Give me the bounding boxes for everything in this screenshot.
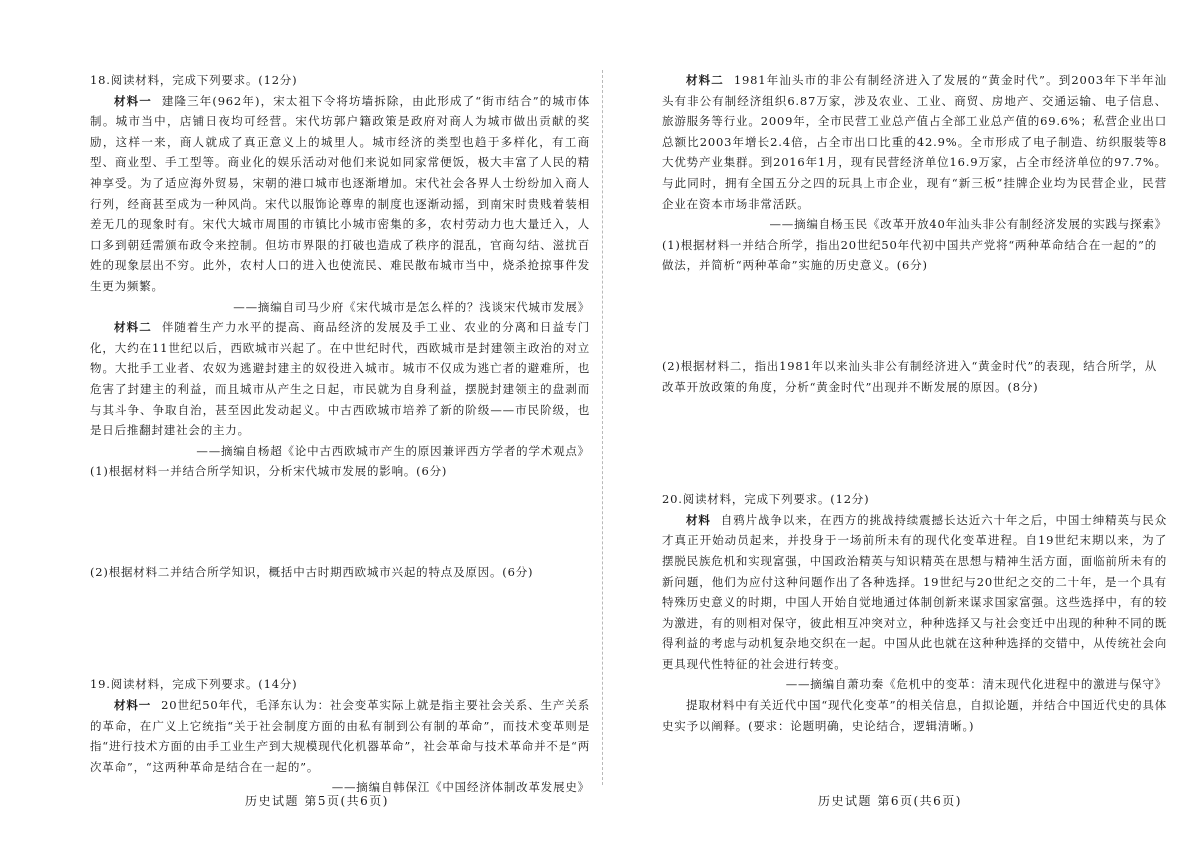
page-divider <box>602 70 603 785</box>
q19-material-2 <box>662 70 1167 214</box>
answer-space <box>662 276 1167 356</box>
q20-material-label: 材料 <box>686 512 711 527</box>
q19-material-1-source: ——摘编自韩保江《中国经济体制改革发展史》 <box>331 780 590 795</box>
right-page-column <box>662 70 1167 736</box>
q19-material-1 <box>90 695 590 777</box>
left-page-column <box>90 70 590 798</box>
question-19-title: 19.阅读材料，完成下列要求。(14分) <box>90 677 298 692</box>
question-18-title: 18.阅读材料，完成下列要求。(12分) <box>90 73 298 87</box>
q19-material-1-text: 20世纪50年代，毛泽东认为：社会变革实际上就是指主要社会关系、生产关系的革命，在广义上它统指“关于社会制度方面的由私有制到公有制的革命”，而技术变革则是指“进行技术方面的由手工业生产到大规模现代化机器革命”，社会革命与技术革命并不是“两次革命”，“这两种革命是结合在一起的”。 <box>90 698 590 774</box>
q18-material-2-label: 材料二 <box>114 320 152 335</box>
q19-subquestion-1: (1)根据材料一并结合所学，指出20世纪50年代初中国共产党将“两种革命结合在一起的”的做法，并简析“两种革命”实施的历史意义。(6分) <box>662 237 1158 273</box>
answer-space <box>662 397 1167 489</box>
q20-task: 提取材料中有关近代中国“现代化变革”的相关信息，自拟论题，并结合中国近代史的具体史实予以阐释。(要求：论题明确，史论结合，逻辑清晰。) <box>662 698 1167 733</box>
q18-subquestion-1: (1)根据材料一并结合所学知识，分析宋代城市发展的影响。(6分) <box>90 464 448 479</box>
q18-material-2-text: 伴随着生产力水平的提高、商品经济的发展及手工业、农业的分离和日益专门化，大约在11世纪以后，西欧城市兴起了。在中世纪时代，西欧城市是封建领主政治的对立物。大批手工业者、农奴为逃避封建主的奴役进入城市。城市不仅成为逃亡者的避难所，也危害了封建主的利益，而且城市从产生之日起，市民就为自身利益，摆脱封建领主的盘剥而与其斗争、争取自治，甚至因此发动起义。中古西欧城市培养了新的阶级——市民阶级，也是日后推翻封建社会的主力。 <box>90 320 590 438</box>
answer-space <box>90 482 590 562</box>
q19-subquestion-2: (2)根据材料二，指出1981年以来汕头非公有制经济进入“黄金时代”的表现，结合所学，从改革开放政策的角度，分析“黄金时代”出现并不断发展的原因。(8分) <box>662 358 1158 394</box>
page-footer-left: 历史试题 第5页(共6页) <box>245 794 389 808</box>
q18-material-1-text: 建隆三年(962年)，宋太祖下令将坊墙拆除，由此形成了“街市结合”的城市体制。城市当中，店铺日夜均可经营。宋代坊郭户籍政策是政府对商人为城市做出贡献的奖励，这样一来，商人就成了真正意义上的城里人。城市经济的类型也趋于多样化，有工商型、商业型、手工型等。商业化的娱乐活动对他们来说如同家常便饭，极大丰富了人民的精神享受。为了适应海外贸易，宋朝的港口城市也逐渐增加。宋代社会各界人士纷纷加入商人行列，经商甚至成为一种风尚。宋代以服饰论尊卑的制度也逐渐动摇，到南宋时贵贱着装相差无几的现象时有。宋代大城市周围的市镇比小城市密集的多，农村劳动力也大量迁入，人口多到朝廷需颁布政令来控制。但坊市界限的打破也造成了秩序的混乱，官商勾结、滋扰百姓的现象层出不穷。此外，农村人口的进入也使流民、难民散布城市当中，烧杀抢掠事件发生更为频繁。 <box>90 93 590 293</box>
q18-material-1 <box>90 91 590 297</box>
q20-material <box>662 510 1167 675</box>
q18-material-1-label: 材料一 <box>114 93 152 108</box>
q18-material-2-source: ——摘编自杨超《论中古西欧城市产生的原因兼评西方学者的学术观点》 <box>196 443 590 458</box>
q19-material-2-source: ——摘编自杨玉民《改革开放40年汕头非公有制经济发展的实践与探索》 <box>769 217 1167 232</box>
q19-material-1-label: 材料一 <box>114 698 152 713</box>
q20-material-text: 自鸦片战争以来，在西方的挑战持续震撼长达近六十年之后，中国士绅精英与民众才真正开始动员起来，并投身于一场前所未有的现代化变革进程。自19世纪末期以来，为了摆脱民族危机和实现富强，中国政治精英与知识精英在思想与精神生活方面，面临前所未有的新问题，他们为应付这种问题作出了各种选择。19世纪与20世纪之交的二十年，是一个具有特殊历史意义的时期，中国人开始自觉地通过体制创新来谋求国家富强。这些选择中，有的较为激进，有的则相对保守，彼此相互冲突对立，种种选择又与社会变迁中出现的种种不同的既得利益的考虑与动机复杂地交织在一起。中国从此也就在这种种选择的交错中，从传统社会向更具现代性特征的社会进行转变。 <box>662 512 1167 671</box>
answer-space <box>90 582 590 674</box>
q18-subquestion-2: (2)根据材料二并结合所学知识，概括中古时期西欧城市兴起的特点及原因。(6分) <box>90 564 534 579</box>
q20-material-source: ——摘编自萧功秦《危机中的变革：清末现代化进程中的激进与保守》 <box>785 677 1167 692</box>
page-footer-right: 历史试题 第6页(共6页) <box>818 794 962 808</box>
q18-material-1-source: ——摘编自司马少府《宋代城市是怎么样的？浅谈宋代城市发展》 <box>233 299 590 314</box>
q19-material-2-label: 材料二 <box>686 73 724 87</box>
q19-material-2-text: 1981年汕头市的非公有制经济进入了发展的“黄金时代”。到2003年下半年汕头有非公有制经济组织6.87万家，涉及农业、工业、商贸、房地产、交通运输、电子信息、旅游服务等行业。2009年，全市民营工业总产值占全部工业总产值的69.6%；私营企业出口总额比2003年增长2.4倍，占全市出口比重的42.9%。全市形成了电子制造、纺织服装等8大优势产业集群。到2016年1月，现有民营经济单位16.9万家，占全市经济单位的97.7%。与此同时，拥有全国五分之四的玩具上市企业，现有“新三板”挂牌企业均为民营企业，民营企业在资本市场非常活跃。 <box>662 73 1167 211</box>
question-20-title: 20.阅读材料，完成下列要求。(12分) <box>662 492 870 507</box>
q18-material-2 <box>90 317 590 441</box>
